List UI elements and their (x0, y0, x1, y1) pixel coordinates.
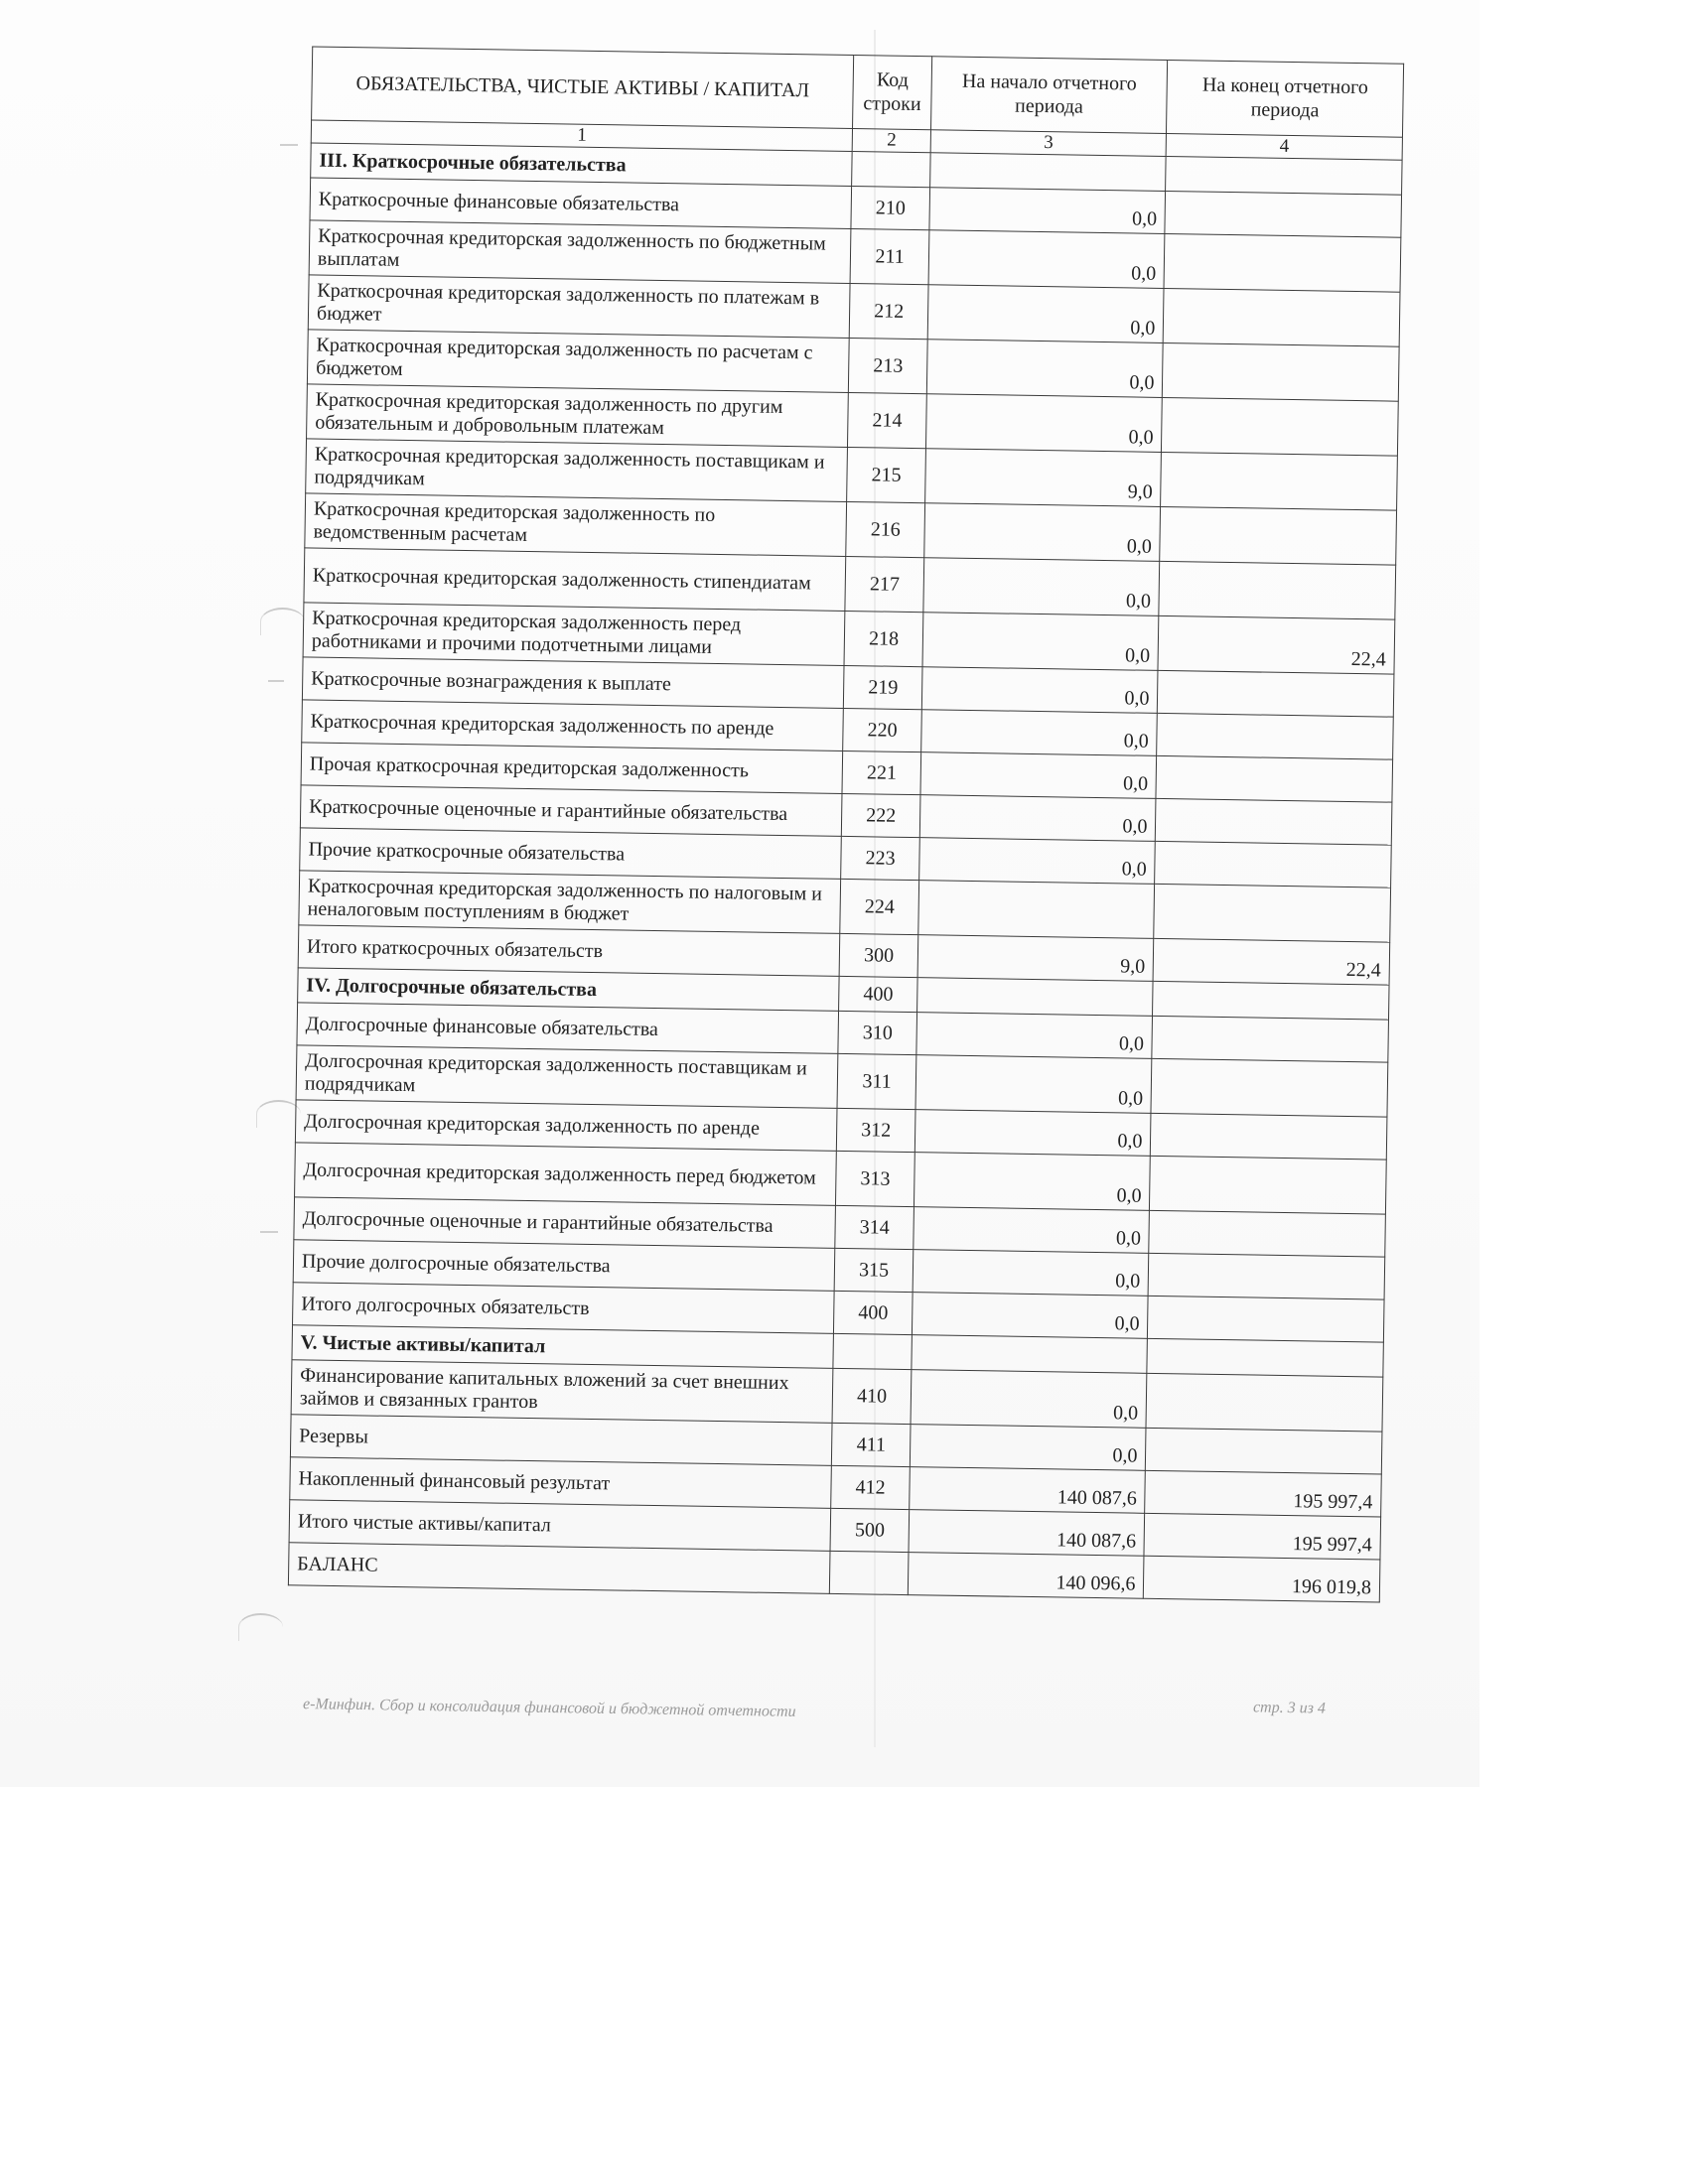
balance-sheet-table (288, 46, 1404, 1602)
row-value-start: 0,0 (921, 710, 1158, 756)
row-name: V. Чистые активы/капитал (292, 1325, 834, 1369)
row-name: Итого долгосрочных обязательств (293, 1283, 835, 1334)
row-name: Краткосрочные вознаграждения к выплате (302, 657, 844, 709)
row-code (830, 1552, 909, 1595)
row-value-end (1151, 1059, 1387, 1118)
row-value-start: 0,0 (921, 667, 1158, 714)
row-code: 219 (844, 666, 922, 710)
column-number: 1 (311, 120, 853, 152)
row-code: 212 (850, 284, 928, 340)
row-code: 214 (848, 393, 926, 449)
row-value-start: 0,0 (915, 1055, 1152, 1114)
row-code: 224 (840, 880, 918, 935)
header-liabilities: ОБЯЗАТЕЛЬСТВА, ЧИСТЫЕ АКТИВЫ / КАПИТАЛ (312, 47, 854, 129)
row-value-start: 0,0 (925, 394, 1162, 453)
row-value-end (1151, 1114, 1387, 1160)
row-name: Краткосрочная кредиторская задолженность поставщикам и подрядчикам (306, 439, 848, 502)
row-name: Прочие краткосрочные обязательства (300, 828, 842, 880)
row-value-start: 0,0 (923, 558, 1160, 616)
row-code: 314 (835, 1206, 914, 1250)
row-code: 215 (847, 448, 925, 503)
row-code: 500 (830, 1509, 909, 1553)
row-value-start: 140 087,6 (910, 1467, 1146, 1514)
row-value-end (1146, 1374, 1382, 1433)
row-name: Краткосрочная кредиторская задолженность по ведомственным расчетам (305, 493, 847, 557)
row-name: Итого краткосрочных обязательств (298, 925, 840, 977)
row-value-end: 22,4 (1158, 616, 1394, 675)
row-value-start (918, 881, 1155, 939)
row-value-start: 0,0 (916, 1013, 1153, 1059)
row-value-end (1164, 234, 1400, 293)
row-code: 400 (839, 977, 917, 1013)
row-code: 218 (844, 612, 922, 667)
row-value-end (1155, 842, 1391, 888)
row-code: 216 (846, 502, 924, 558)
row-name: Краткосрочная кредиторская задолженность по платежам в бюджет (308, 275, 850, 339)
row-value-start: 0,0 (914, 1110, 1151, 1157)
row-value-start: 9,0 (917, 935, 1154, 982)
row-code (833, 1334, 912, 1370)
row-code: 411 (832, 1424, 911, 1467)
row-value-end (1147, 1339, 1383, 1378)
row-value-end (1150, 1157, 1386, 1215)
row-value-start: 0,0 (929, 188, 1166, 234)
row-value-start: 0,0 (927, 285, 1164, 343)
table-body (288, 143, 1402, 1602)
row-value-end (1165, 192, 1401, 238)
footer-system-name: е-Минфин. Сбор и консолидация финансовой и бюджетной отчетности (302, 1696, 796, 1720)
row-value-end (1161, 453, 1397, 511)
row-code: 213 (849, 339, 927, 394)
row-code: 211 (850, 229, 928, 285)
row-value-end (1162, 398, 1398, 457)
row-value-end (1153, 982, 1389, 1021)
row-value-start: 0,0 (918, 838, 1155, 885)
row-name: Долгосрочные финансовые обязательства (297, 1003, 839, 1054)
row-code (852, 152, 930, 188)
row-name: Краткосрочная кредиторская задолженность по расчетам с бюджетом (307, 330, 849, 393)
row-name: Краткосрочная кредиторская задолженность по налоговым и неналоговым поступлениям в бюджет (299, 871, 841, 934)
row-value-start: 0,0 (914, 1207, 1150, 1254)
row-value-end (1157, 714, 1393, 760)
row-code: 311 (837, 1054, 915, 1110)
row-name: Прочая краткосрочная кредиторская задолженность (301, 743, 843, 794)
row-code: 312 (837, 1109, 915, 1153)
row-code: 221 (842, 751, 920, 795)
row-name: Долгосрочная кредиторская задолженность перед бюджетом (295, 1143, 837, 1206)
row-name: Краткосрочные оценочные и гарантийные обязательства (300, 785, 842, 837)
row-code: 222 (842, 794, 920, 838)
row-value-start: 140 087,6 (909, 1510, 1145, 1557)
row-value-start: 0,0 (912, 1293, 1148, 1339)
row-name: IV. Долгосрочные обязательства (298, 968, 840, 1012)
row-value-end: 22,4 (1153, 939, 1389, 986)
header-period-start: На начало отчетного периода (930, 57, 1168, 134)
row-value-start (912, 1335, 1148, 1374)
row-value-start: 0,0 (914, 1153, 1150, 1211)
row-name: БАЛАНС (288, 1543, 830, 1594)
row-code: 412 (831, 1466, 910, 1510)
row-name: Финансирование капитальных вложений за счет внешних займов и связанных грантов (291, 1360, 833, 1424)
row-value-start: 0,0 (922, 613, 1159, 671)
row-value-start: 0,0 (910, 1425, 1146, 1471)
row-name: Краткосрочная кредиторская задолженность стипендиатам (304, 548, 846, 612)
row-name: Долгосрочная кредиторская задолженность по аренде (295, 1100, 837, 1152)
row-value-end (1160, 507, 1396, 566)
row-value-end (1156, 799, 1392, 846)
row-value-end: 195 997,4 (1144, 1514, 1380, 1561)
row-name: Долгосрочная кредиторская задолженность поставщикам и подрядчикам (296, 1045, 838, 1109)
punch-hole-mark (260, 608, 305, 635)
footer-page-number: стр. 3 из 4 (1252, 1699, 1327, 1717)
row-code: 300 (839, 934, 917, 978)
row-value-end (1149, 1211, 1385, 1258)
row-code: 220 (843, 709, 921, 752)
row-code: 210 (851, 187, 929, 230)
row-name: Краткосрочная кредиторская задолженность по другим обязательным и добровольным платежам (307, 384, 849, 448)
row-name: Накопленный финансовый результат (290, 1457, 832, 1509)
row-name: Долгосрочные оценочные и гарантийные обязательства (294, 1197, 836, 1249)
row-name: Краткосрочная кредиторская задолженность перед работниками и прочими подотчетными лицами (303, 603, 845, 666)
row-name: III. Краткосрочные обязательства (311, 143, 853, 187)
row-name: Прочие долгосрочные обязательства (293, 1240, 835, 1292)
row-value-end: 196 019,8 (1144, 1557, 1380, 1603)
row-value-end (1166, 157, 1402, 196)
row-code: 410 (832, 1369, 911, 1425)
row-value-end (1156, 756, 1392, 803)
row-value-start: 9,0 (924, 449, 1161, 507)
edge-mark (280, 144, 298, 146)
row-code: 310 (838, 1012, 916, 1055)
row-value-end: 195 997,4 (1145, 1471, 1381, 1518)
edge-mark (268, 680, 284, 682)
row-value-start: 140 096,6 (908, 1553, 1144, 1599)
row-value-end (1154, 885, 1390, 943)
row-value-start: 0,0 (913, 1250, 1149, 1297)
row-value-start: 0,0 (911, 1370, 1147, 1429)
row-value-start: 0,0 (928, 230, 1165, 289)
row-name: Краткосрочные финансовые обязательства (310, 178, 852, 229)
row-name: Краткосрочная кредиторская задолженность по бюджетным выплатам (309, 220, 851, 284)
column-number: 3 (930, 130, 1167, 157)
row-value-end (1152, 1017, 1388, 1063)
row-value-end (1164, 289, 1400, 347)
row-value-start: 0,0 (926, 340, 1163, 398)
column-number: 2 (853, 129, 931, 154)
row-code: 217 (845, 557, 923, 613)
row-value-start (929, 153, 1166, 192)
row-value-start (916, 978, 1153, 1017)
row-code: 313 (836, 1152, 914, 1207)
row-name: Резервы (290, 1415, 832, 1466)
row-value-start: 0,0 (924, 503, 1161, 562)
row-value-end (1163, 343, 1399, 402)
row-value-start: 0,0 (920, 752, 1157, 799)
row-code: 400 (834, 1292, 913, 1335)
row-value-end (1146, 1429, 1382, 1475)
row-value-end (1148, 1254, 1384, 1300)
header-period-end: На конец отчетного периода (1167, 60, 1404, 137)
column-number: 4 (1167, 133, 1403, 160)
row-value-start: 0,0 (919, 795, 1156, 842)
row-value-end (1158, 671, 1394, 718)
edge-mark (260, 1231, 278, 1233)
row-name: Итого чистые активы/капитал (289, 1500, 831, 1552)
header-line-code: Код строки (853, 56, 932, 130)
row-code: 223 (841, 837, 919, 881)
row-value-end (1159, 562, 1395, 620)
punch-hole-mark (238, 1613, 283, 1641)
row-code: 315 (834, 1249, 913, 1293)
row-value-end (1148, 1297, 1384, 1343)
row-name: Краткосрочная кредиторская задолженность по аренде (302, 700, 844, 751)
